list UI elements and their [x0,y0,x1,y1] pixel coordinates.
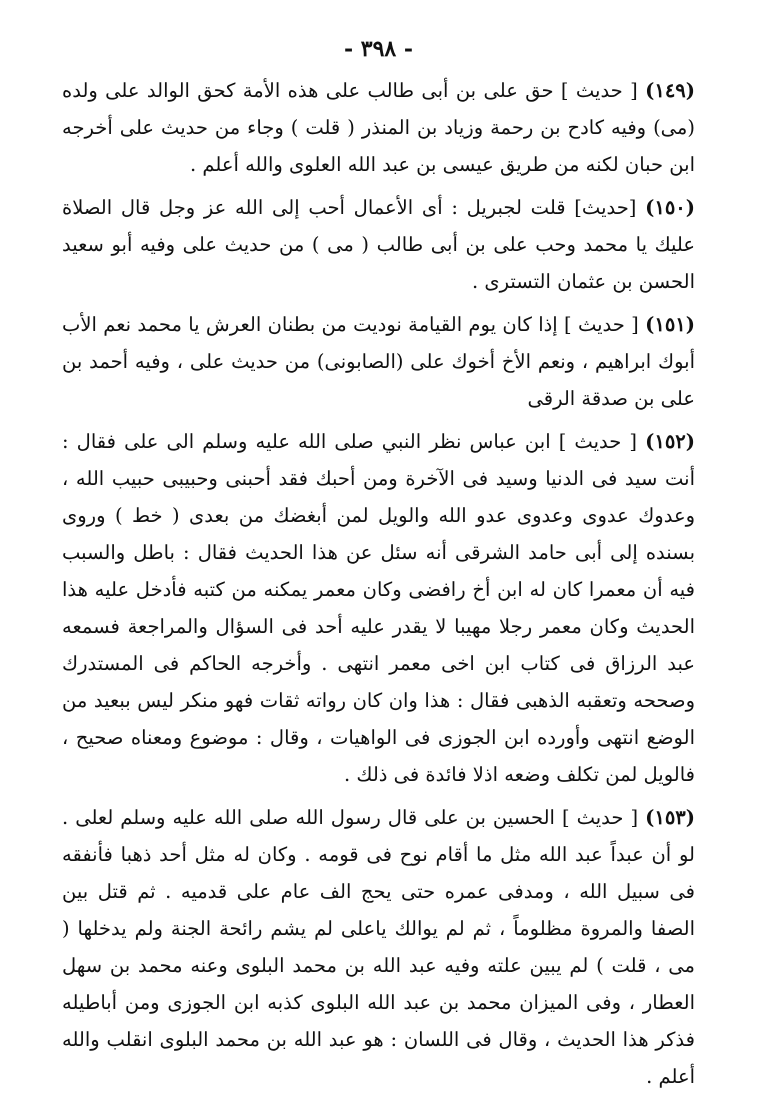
entry-number: (١٥٠) [645,196,696,219]
page-number: - ٣٩٨ - [343,36,414,62]
hadith-entry-152 [62,423,695,793]
entry-number: (١٥٣) [645,806,695,829]
hadith-entry-150 [62,189,695,300]
hadith-entry-149 [62,72,695,183]
hadith-entry-153 [62,799,695,1095]
entry-number: (١٥١) [645,313,695,336]
entry-number: (١٤٩) [645,79,695,102]
entry-text: [ حديث ] ابن عباس نظر النبي صلى الله عليه وسلم الى على فقال : أنت سيد فى الدنيا وسيد فى الآخرة ومن أحبك فقد أحبنى وحبيبى حبيب الله ، وعدوك عدوى وعدوى عدو الله والويل لمن أبغضك من بعدى ( خط ) وروى بسنده إلى أبى حامد الشرقى أنه سئل عن هذا الحديث فقال : باطل والسبب فيه أن معمرا كان له ابن أخ رافضى وكان معمر يمكنه من كتبه فأدخل عليه هذا الحديث وكان معمر رجلا مهيبا لا يقدر عليه أحد فى السؤال والمراجعة فسمعه عبد الرزاق فى كتاب ابن اخى معمر انتهى . وأخرجه الحاكم فى المستدرك وصححه وتعقبه الذهبى فقال : هذا وان كان رواته ثقات فهو منكر ليس ببعيد من الوضع انتهى وأورده ابن الجوزى فى الواهيات ، وقال : موضوع ومعناه صحيح ، فالويل لمن تكلف وضعه اذلا فائدة فى ذلك . [62,430,695,786]
entry-text: [حديث] قلت لجبريل : أى الأعمال أحب إلى الله عز وجل قال الصلاة عليك يا محمد وحب على بن أبى طالب ( مى ) من حديث على وفيه أبو سعيد الحسن بن عثمان التسترى . [62,196,695,293]
entry-text: [ حديث ] حق على بن أبى طالب على هذه الأمة كحق الوالد على ولده (مى) وفيه كادح بن رحمة وزياد بن المنذر ( قلت ) وجاء من حديث على أخرجه ابن حبان لكنه من طريق عيسى بن عبد الله العلوى والله أعلم . [62,79,695,176]
hadith-entry-151 [62,306,695,417]
entry-number: (١٥٢) [645,430,695,453]
entry-text: [ حديث ] الحسين بن على قال رسول الله صلى الله عليه وسلم لعلى . لو أن عبداً عبد الله مثل ما أقام نوح فى قومه . وكان له مثل أحد ذهبا فأنفقه فى سبيل الله ، ومدفى عمره حتى يحج الف عام على قدميه . ثم قتل بين الصفا والمروة مظلوماً ، ثم لم يوالك ياعلى لم يشم رائحة الجنة ولم يدخلها ( مى ، قلت ) لم يبين علته وفيه عبد الله بن محمد البلوى وعنه محمد بن سهل العطار ، وفى الميزان محمد بن عبد الله البلوى كذبه ابن الجوزى ومن أباطيله فذكر هذا الحديث ، وقال فى اللسان : هو عبد الله بن محمد البلوى انقلب والله أعلم . [62,806,695,1088]
entry-text: [ حديث ] إذا كان يوم القيامة نوديت من بطنان العرش يا محمد نعم الأب أبوك ابراهيم ، ونعم الأخ أخوك على (الصابونى) من حديث على ، وفيه أحمد بن على بن صدقة الرقى [62,313,695,410]
